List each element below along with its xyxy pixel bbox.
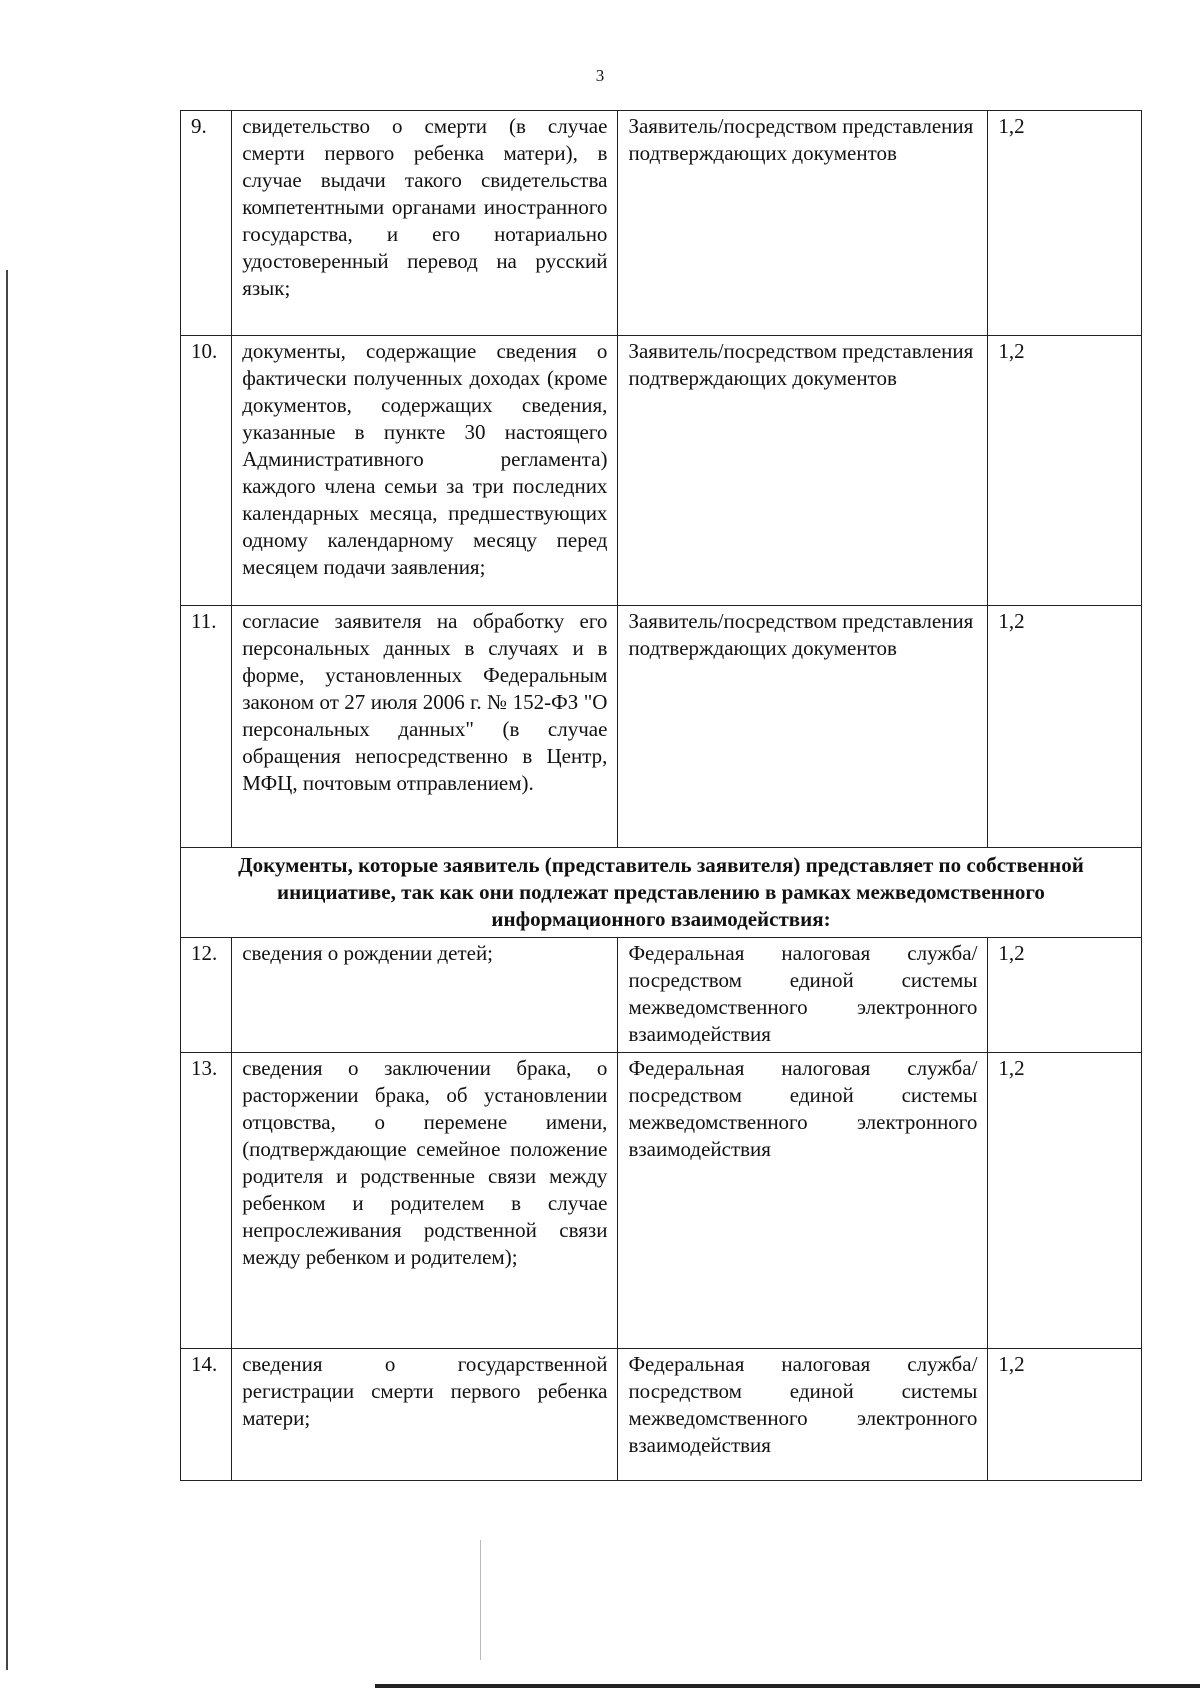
scan-edge-line (6, 270, 8, 1670)
document-description: сведения о рождении детей; (232, 938, 618, 1053)
document-code: 1,2 (988, 1349, 1142, 1481)
row-number: 14. (181, 1349, 232, 1481)
document-code: 1,2 (988, 1053, 1142, 1349)
document-source: Заявитель/посредством представления подтверждающих документов (618, 111, 988, 336)
document-source: Федеральная налоговая служба/посредством единой системы межведомственного электронного взаимодействия (618, 1053, 988, 1349)
table-row (181, 606, 1142, 848)
scan-artifact-line (480, 1540, 481, 1660)
document-source: Заявитель/посредством представления подтверждающих документов (618, 606, 988, 848)
row-number: 9. (181, 111, 232, 336)
documents-table (180, 110, 1142, 1481)
row-number: 11. (181, 606, 232, 848)
row-number: 13. (181, 1053, 232, 1349)
document-source: Федеральная налоговая служба/посредством единой системы межведомственного электронного взаимодействия (618, 1349, 988, 1481)
document-code: 1,2 (988, 938, 1142, 1053)
document-code: 1,2 (988, 606, 1142, 848)
table-row (181, 336, 1142, 606)
scan-bottom-line (375, 1684, 1200, 1688)
document-description: свидетельство о смерти (в случае смерти первого ребенка матери), в случае выдачи такого свидетельства компетентными органами иностранного государства, и его нотариально удостоверенный перевод на русский язык; (232, 111, 618, 336)
table-row (181, 938, 1142, 1053)
table-row (181, 1349, 1142, 1481)
table-row (181, 1053, 1142, 1349)
document-code: 1,2 (988, 111, 1142, 336)
row-number: 12. (181, 938, 232, 1053)
document-description: документы, содержащие сведения о фактически полученных доходах (кроме документов, содержащих сведения, указанные в пункте 30 настоящего Административного регламента) каждого члена семьи за три последних календарных месяца, предшествующих одному календарному месяцу перед месяцем подачи заявления; (232, 336, 618, 606)
section-heading: Документы, которые заявитель (представитель заявителя) представляет по собственной инициативе, так как они подлежат представлению в рамках межведомственного информационного взаимодействия: (181, 848, 1142, 938)
document-description: сведения о государственной регистрации смерти первого ребенка матери; (232, 1349, 618, 1481)
row-number: 10. (181, 336, 232, 606)
document-source: Заявитель/посредством представления подтверждающих документов (618, 336, 988, 606)
section-heading-row (181, 848, 1142, 938)
document-description: сведения о заключении брака, о расторжении брака, об установлении отцовства, о перемене имени, (подтверждающие семейное положение родителя и родственные связи между ребенком и родителем в случае непрослеживания родственной связи между ребенком и родителем); (232, 1053, 618, 1349)
document-code: 1,2 (988, 336, 1142, 606)
document-description: согласие заявителя на обработку его персональных данных в случаях и в форме, установленных Федеральным законом от 27 июля 2006 г. № 152-ФЗ "О персональных данных" (в случае обращения непосредственно в Центр, МФЦ, почтовым отправлением). (232, 606, 618, 848)
document-source: Федеральная налоговая служба/посредством единой системы межведомственного электронного взаимодействия (618, 938, 988, 1053)
table-row (181, 111, 1142, 336)
page-number: 3 (595, 66, 605, 85)
